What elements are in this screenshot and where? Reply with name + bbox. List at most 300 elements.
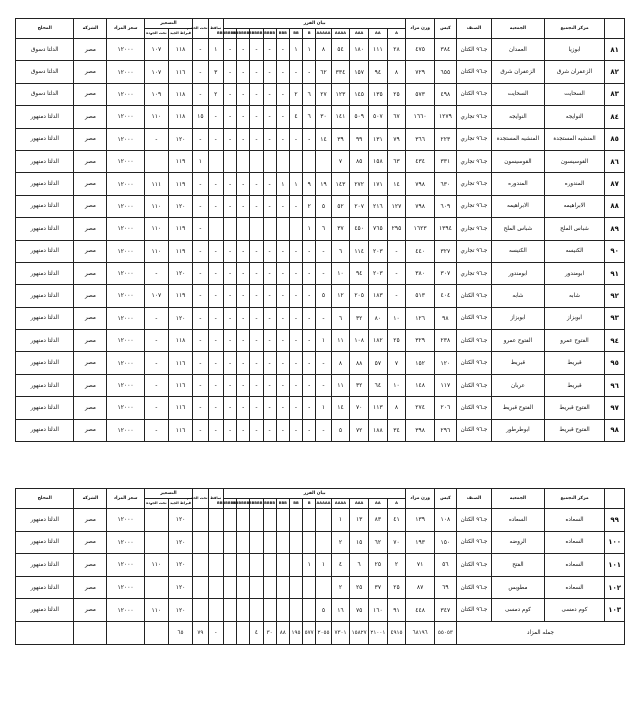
row-number: ٩٥ <box>605 352 625 374</box>
grade-7-cell <box>289 554 302 577</box>
grade-5-cell: ٥ <box>316 285 331 307</box>
totals-mill <box>16 621 74 644</box>
pricing-a-cell: ١١٦ <box>168 352 192 374</box>
grade-3-cell: ٣٢ <box>350 374 369 396</box>
variety: جـ٩٦ الكتان <box>456 61 491 83</box>
deducted-cell: - <box>193 352 208 374</box>
deducted-cell <box>193 576 208 599</box>
sorting-cell <box>208 531 223 554</box>
society: السعاده <box>492 509 545 532</box>
grade-6-cell: ٦ <box>303 106 316 128</box>
grade-11-cell <box>237 218 250 240</box>
company: مصر <box>74 61 107 83</box>
sorting-cell: ١ <box>208 39 223 61</box>
bags: ٦٣٠ <box>434 173 456 195</box>
header-rownum <box>605 19 625 39</box>
sorting-cell <box>208 218 223 240</box>
auction-price: ١٢٠٠٠ <box>107 576 144 599</box>
pricing-a-cell: ١١٨ <box>168 106 192 128</box>
pricing-b-cell <box>144 150 168 172</box>
row-number: ٩١ <box>605 262 625 284</box>
grade-5-cell: - <box>316 419 331 441</box>
grade-7-cell: - <box>289 330 302 352</box>
grade-11-cell <box>237 531 250 554</box>
pricing-a-cell: ١١٦ <box>168 419 192 441</box>
variety: جـ٩٦ الكتان <box>456 307 491 329</box>
sorting-cell: - <box>208 195 223 217</box>
grade-2-cell: ٥٠٧ <box>369 106 388 128</box>
grade-2-cell: ٢٠٣ <box>369 240 388 262</box>
grade-2-cell: ١٣١ <box>369 128 388 150</box>
grade-9-cell: - <box>263 307 276 329</box>
header-grade-8: BBB <box>276 499 289 509</box>
auction-price: ١٢٠٠٠ <box>107 330 144 352</box>
header-bags: كيس <box>434 19 456 39</box>
grade-4-cell: ١٢٣ <box>331 83 350 105</box>
mill: الدلتا دمنهور <box>16 330 74 352</box>
pricing-a-cell: ١١٩ <box>168 150 192 172</box>
grade-7-cell <box>289 576 302 599</box>
grade-11-cell: - <box>237 195 250 217</box>
mill: الدلتا دمنهور <box>16 150 74 172</box>
grade-8-cell <box>276 509 289 532</box>
grade-7-cell <box>289 599 302 622</box>
grade-9-cell: - <box>263 374 276 396</box>
table-row <box>16 39 625 61</box>
society: قبريط <box>492 352 545 374</box>
sorting-cell <box>208 509 223 532</box>
grade-5-cell: ٣٠ <box>316 106 331 128</box>
mill: الدلتا دمنهور <box>16 218 74 240</box>
society: الروضه <box>492 531 545 554</box>
grade-6-cell <box>303 531 316 554</box>
header-pricing-a: قيراط الجيد <box>168 499 192 509</box>
grade-9-cell: - <box>263 83 276 105</box>
variety: جـ٩٦ تجاري <box>456 150 491 172</box>
variety: جـ٩٦ الكتان <box>456 554 491 577</box>
grade-10-cell <box>250 150 263 172</box>
grade-5-cell: ٥ <box>316 195 331 217</box>
grade-1-cell: ١٠ <box>387 374 406 396</box>
collection-center: السعاده <box>544 531 604 554</box>
header-grade-2: AA <box>369 29 388 39</box>
grade-1-cell: ١٤ <box>387 173 406 195</box>
grade-5-cell: - <box>316 240 331 262</box>
pricing-a-cell: ١١٩ <box>168 240 192 262</box>
grade-2-cell: ٨٣ <box>369 509 388 532</box>
row-number: ٨٧ <box>605 173 625 195</box>
deducted-cell: - <box>193 39 208 61</box>
grade-1-cell: - <box>387 285 406 307</box>
society: ابوبزاز <box>492 307 545 329</box>
grade-5-cell: - <box>316 374 331 396</box>
grade-11-cell: - <box>237 39 250 61</box>
grade-12-cell: - <box>223 374 236 396</box>
grade-9-cell: - <box>263 106 276 128</box>
grade-2-cell: ٥٧ <box>369 352 388 374</box>
collection-center: السعاده <box>544 554 604 577</box>
row-number: ١٠٠ <box>605 531 625 554</box>
grade-1-cell: ٢٥ <box>387 576 406 599</box>
grade-1-cell: ٦٧ <box>387 106 406 128</box>
company: مصر <box>74 599 107 622</box>
grade-12-cell: - <box>223 397 236 419</box>
grade-3-cell: ٧٠ <box>350 397 369 419</box>
company: مصر <box>74 554 107 577</box>
header-company: الشركه <box>74 19 107 39</box>
totals-company <box>74 621 107 644</box>
grade-9-cell: - <box>263 352 276 374</box>
header-center: مركز التجميع <box>544 489 604 509</box>
pricing-b-cell: - <box>144 352 168 374</box>
totals-pricing-a: ٦٥ <box>168 621 192 644</box>
grade-4-cell: ٣٣٤ <box>331 61 350 83</box>
grade-12-cell: - <box>223 330 236 352</box>
header-variety: الصنف <box>456 489 491 509</box>
grade-9-cell: - <box>263 419 276 441</box>
grade-10-cell: - <box>250 397 263 419</box>
grade-4-cell: ٣٩ <box>331 128 350 150</box>
grade-10-cell: - <box>250 240 263 262</box>
deducted-cell: - <box>193 61 208 83</box>
company: مصر <box>74 195 107 217</box>
grade-10-cell <box>250 509 263 532</box>
bags: ٢٣٨ <box>434 330 456 352</box>
grade-9-cell: - <box>263 61 276 83</box>
grade-9-cell <box>263 599 276 622</box>
pricing-b-cell: ١٠٧ <box>144 285 168 307</box>
collection-center: قبريط <box>544 352 604 374</box>
pricing-a-cell: ١١٩ <box>168 218 192 240</box>
header-grade-5: AAAAA <box>316 499 331 509</box>
variety: جـ٩٦ الكتان <box>456 285 491 307</box>
row-number: ٨٥ <box>605 128 625 150</box>
auction-price: ١٢٠٠٠ <box>107 61 144 83</box>
society: السحايت <box>492 83 545 105</box>
header-weight: وزن مراد <box>406 489 435 509</box>
grade-12-cell: - <box>223 128 236 150</box>
table-row <box>16 509 625 532</box>
table-row <box>16 554 625 577</box>
sorting-cell: - <box>208 307 223 329</box>
weight: ١٢٦ <box>406 307 435 329</box>
grade-11-cell: - <box>237 374 250 396</box>
weight: ٥١٣ <box>406 285 435 307</box>
header-company: الشركه <box>74 489 107 509</box>
weight: ٧٩٨ <box>406 195 435 217</box>
weight: ٨٧ <box>406 576 435 599</box>
header-rownum <box>605 489 625 509</box>
auction-price: ١٢٠٠٠ <box>107 240 144 262</box>
company: مصر <box>74 419 107 441</box>
grade-5-cell <box>316 509 331 532</box>
table-row <box>16 262 625 284</box>
collection-center: الابراهيمه <box>544 195 604 217</box>
variety: جـ٩٦ تجاري <box>456 218 491 240</box>
row-number: ٩٢ <box>605 285 625 307</box>
grade-1-cell: ٧ <box>387 352 406 374</box>
auction-price: ١٢٠٠٠ <box>107 419 144 441</box>
header-grade-10: BBBBB <box>250 29 263 39</box>
grade-10-cell: - <box>250 352 263 374</box>
variety: جـ٩٦ تجاري <box>456 262 491 284</box>
totals-grade-10: ٤ <box>250 621 263 644</box>
grade-5-cell: ٦ <box>316 218 331 240</box>
grade-8-cell: - <box>276 240 289 262</box>
totals-row <box>16 621 625 644</box>
grade-4-cell: ٢ <box>331 531 350 554</box>
grade-11-cell: - <box>237 419 250 441</box>
grade-9-cell: - <box>263 39 276 61</box>
pricing-b-cell: ١٠٧ <box>144 61 168 83</box>
header-grades: بيان الفرز <box>223 19 405 29</box>
weight: ٤٣٤ <box>406 150 435 172</box>
pricing-a-cell: ١١٩ <box>168 285 192 307</box>
company: مصر <box>74 509 107 532</box>
grade-2-cell: ٣٧ <box>369 576 388 599</box>
grade-5-cell <box>316 531 331 554</box>
collection-center: الكنيسه <box>544 240 604 262</box>
company: مصر <box>74 106 107 128</box>
variety: جـ٩٦ الكتان <box>456 83 491 105</box>
pricing-a-cell: ١١٦ <box>168 374 192 396</box>
grade-6-cell: - <box>303 285 316 307</box>
bags: ٢٩٦ <box>434 419 456 441</box>
bags: ٣٤٧ <box>434 599 456 622</box>
grade-1-cell: ٧٠ <box>387 531 406 554</box>
grade-12-cell <box>223 576 236 599</box>
grade-7-cell <box>289 150 302 172</box>
grade-4-cell: ١٤٣ <box>331 173 350 195</box>
company: مصر <box>74 531 107 554</box>
sorting-cell: - <box>208 128 223 150</box>
grade-9-cell <box>263 150 276 172</box>
grade-9-cell: - <box>263 240 276 262</box>
totals-grade-4: ٧٣٠١ <box>331 621 350 644</box>
sorting-cell: - <box>208 262 223 284</box>
grade-1-cell: ١٠ <box>387 307 406 329</box>
header-grade-12: BBBBBBB <box>223 499 236 509</box>
grade-12-cell <box>223 150 236 172</box>
row-number: ٨٣ <box>605 83 625 105</box>
bags: ٣٨٤ <box>434 39 456 61</box>
grade-2-cell: ٩٤ <box>369 61 388 83</box>
grade-10-cell <box>250 599 263 622</box>
grade-9-cell <box>263 531 276 554</box>
grade-11-cell <box>237 599 250 622</box>
grade-1-cell: - <box>387 240 406 262</box>
grade-3-cell: ١٨٠ <box>350 39 369 61</box>
grade-10-cell: - <box>250 419 263 441</box>
collection-center: المندوره <box>544 173 604 195</box>
society: شابه <box>492 285 545 307</box>
grade-6-cell: ٦ <box>303 83 316 105</box>
grade-8-cell: - <box>276 374 289 396</box>
company: مصر <box>74 330 107 352</box>
pricing-a-cell: ١١٦ <box>168 61 192 83</box>
grade-8-cell: - <box>276 330 289 352</box>
pricing-a-cell: ١٢٠ <box>168 195 192 217</box>
grade-7-cell: ٤ <box>289 106 302 128</box>
grade-9-cell <box>263 509 276 532</box>
pricing-a-cell: ١٢٠ <box>168 576 192 599</box>
header-grade-10: BBBBB <box>250 499 263 509</box>
mill: الدلتا دسوق <box>16 83 74 105</box>
header-center: مركز التجميع <box>544 19 604 39</box>
grade-8-cell: - <box>276 83 289 105</box>
grade-10-cell <box>250 554 263 577</box>
collection-center: السعاده <box>544 509 604 532</box>
auction-price: ١٢٠٠٠ <box>107 509 144 532</box>
totals-weight: ٦٨١٩٦ <box>406 621 435 644</box>
totals-grade-2: ٢١٠٠١ <box>369 621 388 644</box>
header-bags: كيس <box>434 489 456 509</box>
mill: الدلتا دمنهور <box>16 285 74 307</box>
table-row <box>16 195 625 217</box>
sorting-cell: - <box>208 285 223 307</box>
grade-8-cell <box>276 576 289 599</box>
grade-10-cell: - <box>250 106 263 128</box>
grade-8-cell <box>276 531 289 554</box>
variety: جـ٩٦ الكتان <box>456 39 491 61</box>
bags: ٦٠٩ <box>434 195 456 217</box>
grade-7-cell: - <box>289 352 302 374</box>
grade-6-cell: - <box>303 374 316 396</box>
sorting-cell <box>208 554 223 577</box>
bags: ٦٩ <box>434 576 456 599</box>
header-pricing: التسعير <box>144 489 192 499</box>
deducted-cell: ١٥ <box>193 106 208 128</box>
company: مصر <box>74 128 107 150</box>
grade-9-cell <box>263 554 276 577</box>
deducted-cell: - <box>193 128 208 150</box>
grade-5-cell: ١٩ <box>316 173 331 195</box>
totals-sorting: - <box>208 621 223 644</box>
collection-center: شابه <box>544 285 604 307</box>
pricing-b-cell <box>144 531 168 554</box>
grade-7-cell <box>289 509 302 532</box>
bags: ١١٧ <box>434 374 456 396</box>
deducted-cell: ١ <box>193 150 208 172</box>
grade-12-cell: - <box>223 419 236 441</box>
grade-12-cell: - <box>223 83 236 105</box>
grade-2-cell: ١٦٠ <box>369 599 388 622</box>
collection-center: الزعفران شرق <box>544 61 604 83</box>
grade-8-cell <box>276 218 289 240</box>
sorting-cell: - <box>208 330 223 352</box>
grade-7-cell: - <box>289 195 302 217</box>
grade-2-cell: ٨٠ <box>369 307 388 329</box>
grade-2-cell: ٧٦٥ <box>369 218 388 240</box>
grade-10-cell <box>250 531 263 554</box>
grade-3-cell: ١٥ <box>350 531 369 554</box>
grade-3-cell: ٨٥ <box>350 150 369 172</box>
grade-8-cell: - <box>276 285 289 307</box>
grade-3-cell: ١٣ <box>350 509 369 532</box>
bags: ٣٠٧ <box>434 262 456 284</box>
header-grade-2: AA <box>369 499 388 509</box>
mill: الدلتا دمنهور <box>16 195 74 217</box>
grade-3-cell: ٨٨ <box>350 352 369 374</box>
row-number: ١٠٣ <box>605 599 625 622</box>
grade-4-cell: ٦ <box>331 240 350 262</box>
deducted-cell: - <box>193 307 208 329</box>
grade-2-cell: ١١٣ <box>369 397 388 419</box>
grade-8-cell: - <box>276 397 289 419</box>
pricing-b-cell: - <box>144 262 168 284</box>
bags: ٦٥٥ <box>434 61 456 83</box>
grade-1-cell: ٧٩ <box>387 128 406 150</box>
mill: الدلتا دسوق <box>16 61 74 83</box>
grade-10-cell: - <box>250 262 263 284</box>
header-pricing-b: تحت الجودة <box>144 29 168 39</box>
sorting-cell: - <box>208 240 223 262</box>
grade-6-cell <box>303 150 316 172</box>
grade-3-cell: ٢٠٥ <box>350 285 369 307</box>
grade-4-cell: ٥ <box>331 419 350 441</box>
variety: جـ٩٦ الكتان <box>456 419 491 441</box>
grade-11-cell: - <box>237 330 250 352</box>
grade-1-cell: ٩١ <box>387 599 406 622</box>
company: مصر <box>74 374 107 396</box>
mill: الدلتا دمنهور <box>16 128 74 150</box>
grade-1-cell: ٨ <box>387 61 406 83</box>
society: شباس الملح <box>492 218 545 240</box>
society: العمدان <box>492 39 545 61</box>
grade-11-cell <box>237 576 250 599</box>
sorting-cell: - <box>208 352 223 374</box>
row-number: ٩٠ <box>605 240 625 262</box>
variety: جـ٩٦ الكتان <box>456 576 491 599</box>
grade-1-cell: ١٢٧ <box>387 195 406 217</box>
grade-2-cell: ١٨٣ <box>369 285 388 307</box>
table-row <box>16 330 625 352</box>
sorting-cell <box>208 150 223 172</box>
grade-9-cell: - <box>263 262 276 284</box>
grade-8-cell <box>276 554 289 577</box>
weight: ٤٤٨ <box>406 599 435 622</box>
variety: جـ٩٦ الكتان <box>456 599 491 622</box>
bags: ٥٦ <box>434 554 456 577</box>
grade-2-cell: ١٧١ <box>369 173 388 195</box>
grade-7-cell: - <box>289 285 302 307</box>
row-number: ٩٤ <box>605 330 625 352</box>
pricing-a-cell: ١١٨ <box>168 39 192 61</box>
grade-2-cell: ١١١ <box>369 39 388 61</box>
pricing-a-cell: ١١٦ <box>168 397 192 419</box>
weight: ٧٢٩ <box>406 61 435 83</box>
company: مصر <box>74 576 107 599</box>
weight: ٣٢٩ <box>406 330 435 352</box>
society: عربان <box>492 374 545 396</box>
grade-7-cell: - <box>289 61 302 83</box>
sorting-cell: ٣ <box>208 61 223 83</box>
auction-price: ١٢٠٠٠ <box>107 285 144 307</box>
table-row <box>16 240 625 262</box>
pricing-b-cell: - <box>144 374 168 396</box>
weight: ٣٨٠ <box>406 262 435 284</box>
grade-1-cell: ٤١ <box>387 509 406 532</box>
grade-9-cell: - <box>263 285 276 307</box>
deducted-cell: - <box>193 419 208 441</box>
variety: جـ٩٦ تجاري <box>456 240 491 262</box>
grade-1-cell: ٢٥ <box>387 330 406 352</box>
company: مصر <box>74 397 107 419</box>
grade-7-cell: - <box>289 128 302 150</box>
grade-11-cell: - <box>237 106 250 128</box>
grade-4-cell: ١ <box>331 509 350 532</box>
company: مصر <box>74 307 107 329</box>
